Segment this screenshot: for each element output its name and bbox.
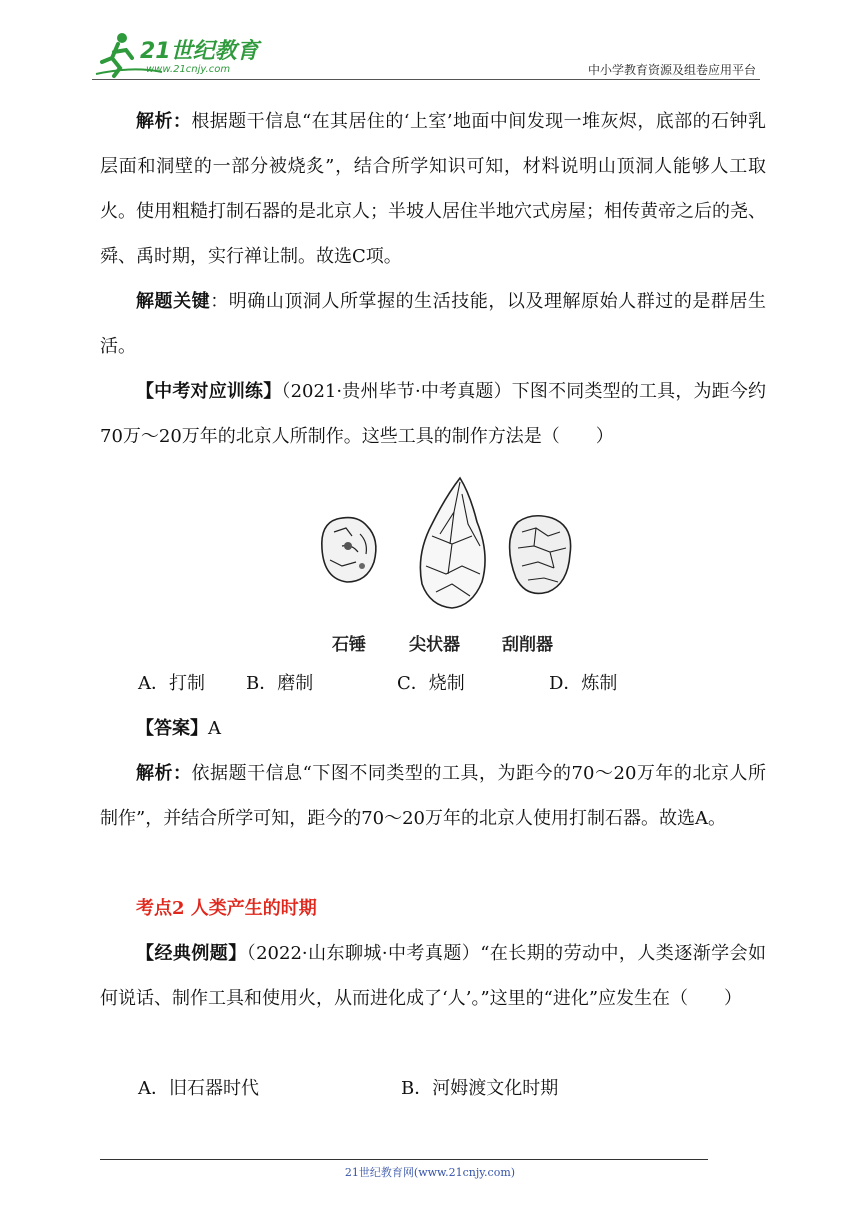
question-2-text: （2022·山东聊城·中考真题）“在长期的劳动中，人类逐渐学会如何说话、制作工具和使用火，从而进化成了‘人’。”这里的“进化”应发生在（ ） — [100, 943, 767, 1009]
svg-text:www.21cnjy.com: www.21cnjy.com — [146, 64, 231, 75]
analysis-paragraph-2 — [100, 751, 766, 841]
option-b: B．磨制 — [246, 673, 314, 694]
key-paragraph — [100, 279, 766, 369]
answer-label: 【答案】 — [136, 718, 208, 739]
option-c: C．烧制 — [397, 673, 465, 694]
platform-name: 中小学教育资源及组卷应用平台 — [587, 63, 756, 77]
answer-1 — [100, 706, 766, 751]
option-b: B．河姆渡文化时期 — [401, 1078, 559, 1099]
analysis-2-text: 依据题干信息“下图不同类型的工具，为距今的70～20万年的北京人所制作”，并结合所学可知，距今的70～20万年的北京人使用打制石器。故选A。 — [100, 763, 766, 829]
key-text: ：明确山顶洞人所掌握的生活技能，以及理解原始人群过的是群居生活。 — [100, 291, 767, 357]
question-1 — [100, 369, 766, 459]
stone-hammer-drawing — [322, 518, 376, 582]
answer-value: A — [208, 718, 221, 739]
option-d: D．炼制 — [549, 673, 618, 694]
question-1-label: 【中考对应训练】 — [136, 381, 282, 402]
label-stone-hammer: 石锤 — [332, 635, 366, 655]
svg-text:21世纪教育: 21世纪教育 — [140, 39, 259, 64]
analysis-label: 解析： — [136, 111, 192, 132]
question-2-label: 【经典例题】 — [136, 943, 247, 964]
stone-tools-figure — [312, 474, 572, 664]
label-scraper: 刮削器 — [502, 635, 553, 655]
header-divider — [92, 79, 760, 80]
option-a: A．打制 — [138, 673, 205, 694]
pointed-tool-drawing — [420, 478, 485, 608]
analysis-paragraph-1 — [100, 99, 766, 279]
footer-divider — [100, 1159, 708, 1160]
label-pointed-tool: 尖状器 — [409, 635, 460, 655]
analysis-text: 根据题干信息“在其居住的‘上室’地面中间发现一堆灰烬，底部的石钟乳层面和洞壁的一部分被烧炙”，结合所学知识可知，材料说明山顶洞人能够人工取火。使用粗糙打制石器的是北京人；半坡人居住半地穴式房屋；相传黄帝之后的尧、舜、禹时期，实行禅让制。故选C项。 — [100, 111, 766, 267]
question-2 — [100, 931, 766, 1021]
footer-link[interactable]: 21世纪教育网(www.21cnjy.com) — [344, 1166, 516, 1179]
site-logo — [92, 28, 267, 80]
key-label: 解题关键 — [136, 291, 211, 312]
scraper-drawing — [510, 516, 571, 594]
section-title: 考点2 人类产生的时期 — [136, 898, 317, 919]
analysis-2-label: 解析： — [136, 763, 192, 784]
question-1-text: （2021·贵州毕节·中考真题）下图不同类型的工具，为距今约70万～20万年的北京人所制作。这些工具的制作方法是（ ） — [100, 381, 767, 447]
option-a: A．旧石器时代 — [138, 1078, 259, 1099]
page-header — [0, 0, 860, 90]
